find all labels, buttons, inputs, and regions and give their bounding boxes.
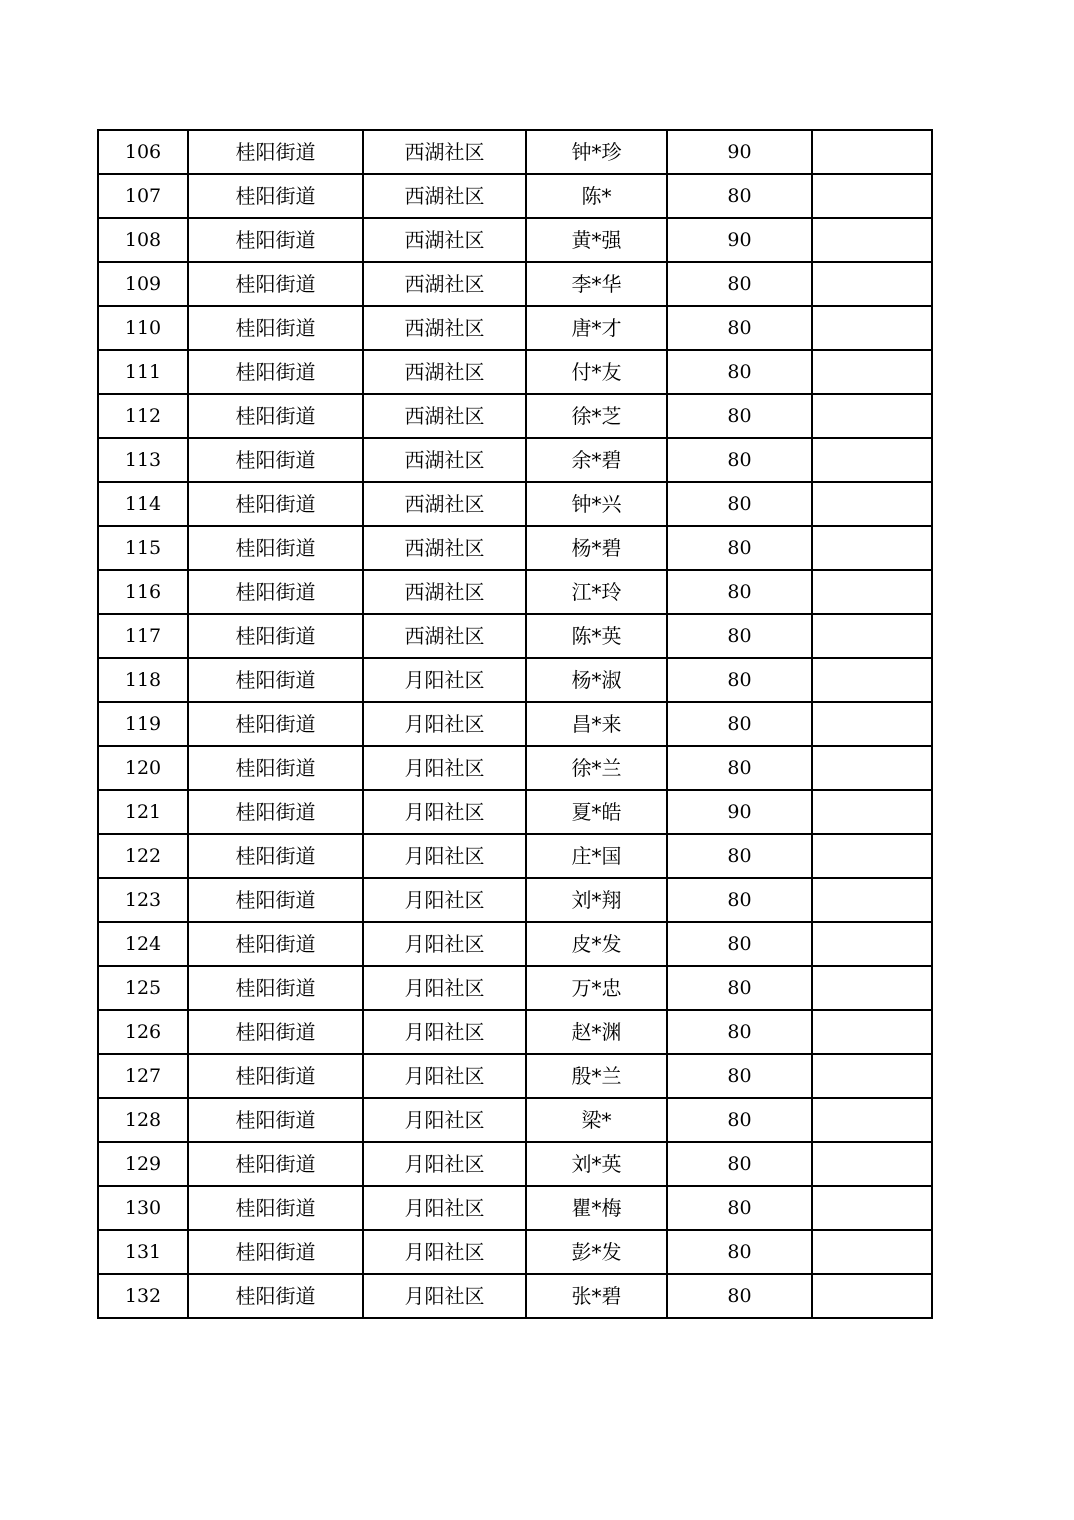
score-cell: 80 [667,438,812,482]
table-row [98,702,932,746]
score-cell: 80 [667,394,812,438]
street-cell: 桂阳街道 [188,570,363,614]
street-cell: 桂阳街道 [188,438,363,482]
table-row [98,1230,932,1274]
row-number-cell: 131 [98,1230,188,1274]
score-cell: 80 [667,1274,812,1318]
remark-cell [812,614,932,658]
remark-cell [812,702,932,746]
remark-cell [812,526,932,570]
score-cell: 80 [667,834,812,878]
person-name-cell: 赵*渊 [526,1010,667,1054]
row-number-cell: 119 [98,702,188,746]
community-cell: 西湖社区 [363,218,526,262]
table-row [98,526,932,570]
community-cell: 西湖社区 [363,570,526,614]
row-number-cell: 110 [98,306,188,350]
person-name-cell: 陈* [526,174,667,218]
street-cell: 桂阳街道 [188,614,363,658]
table-row [98,1010,932,1054]
score-cell: 80 [667,746,812,790]
score-cell: 90 [667,218,812,262]
street-cell: 桂阳街道 [188,1010,363,1054]
person-name-cell: 庄*国 [526,834,667,878]
community-cell: 月阳社区 [363,790,526,834]
remark-cell [812,834,932,878]
row-number-cell: 129 [98,1142,188,1186]
score-cell: 80 [667,966,812,1010]
person-name-cell: 刘*英 [526,1142,667,1186]
row-number-cell: 109 [98,262,188,306]
street-cell: 桂阳街道 [188,1054,363,1098]
street-cell: 桂阳街道 [188,922,363,966]
person-name-cell: 杨*淑 [526,658,667,702]
remark-cell [812,1142,932,1186]
person-name-cell: 徐*芝 [526,394,667,438]
street-cell: 桂阳街道 [188,218,363,262]
score-cell: 80 [667,350,812,394]
street-cell: 桂阳街道 [188,350,363,394]
person-name-cell: 杨*碧 [526,526,667,570]
table-row [98,658,932,702]
person-name-cell: 梁* [526,1098,667,1142]
street-cell: 桂阳街道 [188,702,363,746]
community-cell: 月阳社区 [363,702,526,746]
score-cell: 80 [667,1098,812,1142]
person-name-cell: 彭*发 [526,1230,667,1274]
community-cell: 西湖社区 [363,614,526,658]
remark-cell [812,1054,932,1098]
street-cell: 桂阳街道 [188,306,363,350]
row-number-cell: 123 [98,878,188,922]
community-cell: 西湖社区 [363,482,526,526]
score-cell: 80 [667,306,812,350]
person-name-cell: 皮*发 [526,922,667,966]
remark-cell [812,438,932,482]
street-cell: 桂阳街道 [188,262,363,306]
score-cell: 80 [667,174,812,218]
score-cell: 80 [667,658,812,702]
person-name-cell: 钟*珍 [526,130,667,174]
row-number-cell: 130 [98,1186,188,1230]
person-name-cell: 张*碧 [526,1274,667,1318]
remark-cell [812,570,932,614]
person-name-cell: 唐*才 [526,306,667,350]
street-cell: 桂阳街道 [188,174,363,218]
street-cell: 桂阳街道 [188,482,363,526]
row-number-cell: 108 [98,218,188,262]
remark-cell [812,350,932,394]
table-row [98,746,932,790]
person-name-cell: 徐*兰 [526,746,667,790]
remark-cell [812,966,932,1010]
row-number-cell: 126 [98,1010,188,1054]
street-cell: 桂阳街道 [188,658,363,702]
community-cell: 月阳社区 [363,1142,526,1186]
community-cell: 月阳社区 [363,1186,526,1230]
street-cell: 桂阳街道 [188,1274,363,1318]
street-cell: 桂阳街道 [188,1230,363,1274]
street-cell: 桂阳街道 [188,790,363,834]
score-cell: 80 [667,482,812,526]
table-row [98,482,932,526]
table-row [98,570,932,614]
community-cell: 西湖社区 [363,438,526,482]
table-row [98,922,932,966]
person-name-cell: 瞿*梅 [526,1186,667,1230]
remark-cell [812,1186,932,1230]
remark-cell [812,790,932,834]
person-name-cell: 李*华 [526,262,667,306]
remark-cell [812,1274,932,1318]
table-row [98,262,932,306]
street-cell: 桂阳街道 [188,526,363,570]
person-name-cell: 余*碧 [526,438,667,482]
street-cell: 桂阳街道 [188,834,363,878]
score-cell: 80 [667,614,812,658]
remark-cell [812,394,932,438]
row-number-cell: 127 [98,1054,188,1098]
street-cell: 桂阳街道 [188,394,363,438]
remark-cell [812,658,932,702]
table-row [98,966,932,1010]
score-cell: 80 [667,878,812,922]
row-number-cell: 114 [98,482,188,526]
person-name-cell: 付*友 [526,350,667,394]
table-row [98,438,932,482]
street-cell: 桂阳街道 [188,878,363,922]
score-cell: 90 [667,790,812,834]
person-name-cell: 刘*翔 [526,878,667,922]
person-name-cell: 江*玲 [526,570,667,614]
community-cell: 西湖社区 [363,130,526,174]
score-cell: 80 [667,570,812,614]
street-cell: 桂阳街道 [188,966,363,1010]
remark-cell [812,130,932,174]
remark-cell [812,174,932,218]
remark-cell [812,262,932,306]
score-cell: 80 [667,1054,812,1098]
remark-cell [812,306,932,350]
community-cell: 月阳社区 [363,658,526,702]
table-row [98,1186,932,1230]
table-row [98,1054,932,1098]
community-cell: 西湖社区 [363,526,526,570]
row-number-cell: 106 [98,130,188,174]
community-cell: 月阳社区 [363,1230,526,1274]
table-row [98,350,932,394]
score-cell: 80 [667,922,812,966]
community-cell: 月阳社区 [363,878,526,922]
remark-cell [812,482,932,526]
row-number-cell: 122 [98,834,188,878]
score-cell: 80 [667,1186,812,1230]
table-row [98,1142,932,1186]
row-number-cell: 124 [98,922,188,966]
table-row [98,834,932,878]
row-number-cell: 125 [98,966,188,1010]
remark-cell [812,218,932,262]
community-cell: 月阳社区 [363,1054,526,1098]
row-number-cell: 111 [98,350,188,394]
community-cell: 西湖社区 [363,306,526,350]
row-number-cell: 128 [98,1098,188,1142]
community-cell: 月阳社区 [363,1098,526,1142]
person-name-cell: 陈*英 [526,614,667,658]
table-row [98,130,932,174]
score-cell: 80 [667,1142,812,1186]
community-cell: 西湖社区 [363,350,526,394]
table-row [98,878,932,922]
remark-cell [812,1098,932,1142]
table-body [98,130,932,1318]
person-name-cell: 夏*皓 [526,790,667,834]
community-cell: 西湖社区 [363,174,526,218]
table-row [98,174,932,218]
community-cell: 月阳社区 [363,1274,526,1318]
person-name-cell: 殷*兰 [526,1054,667,1098]
person-name-cell: 钟*兴 [526,482,667,526]
score-cell: 90 [667,130,812,174]
street-cell: 桂阳街道 [188,1186,363,1230]
row-number-cell: 107 [98,174,188,218]
row-number-cell: 117 [98,614,188,658]
person-name-cell: 黄*强 [526,218,667,262]
table-row [98,394,932,438]
score-cell: 80 [667,262,812,306]
row-number-cell: 132 [98,1274,188,1318]
person-name-cell: 万*忠 [526,966,667,1010]
street-cell: 桂阳街道 [188,1098,363,1142]
street-cell: 桂阳街道 [188,746,363,790]
row-number-cell: 115 [98,526,188,570]
street-cell: 桂阳街道 [188,1142,363,1186]
table-row [98,790,932,834]
community-cell: 月阳社区 [363,834,526,878]
community-cell: 西湖社区 [363,262,526,306]
remark-cell [812,1230,932,1274]
table-row [98,1098,932,1142]
table-row [98,614,932,658]
row-number-cell: 121 [98,790,188,834]
row-number-cell: 113 [98,438,188,482]
remark-cell [812,922,932,966]
row-number-cell: 112 [98,394,188,438]
row-number-cell: 118 [98,658,188,702]
score-cell: 80 [667,1230,812,1274]
remark-cell [812,878,932,922]
remark-cell [812,1010,932,1054]
street-cell: 桂阳街道 [188,130,363,174]
data-table [97,129,933,1319]
table-row [98,306,932,350]
row-number-cell: 120 [98,746,188,790]
table-row [98,218,932,262]
person-name-cell: 昌*来 [526,702,667,746]
community-cell: 月阳社区 [363,922,526,966]
score-cell: 80 [667,702,812,746]
community-cell: 月阳社区 [363,966,526,1010]
row-number-cell: 116 [98,570,188,614]
remark-cell [812,746,932,790]
community-cell: 月阳社区 [363,1010,526,1054]
community-cell: 西湖社区 [363,394,526,438]
score-cell: 80 [667,526,812,570]
score-cell: 80 [667,1010,812,1054]
table-row [98,1274,932,1318]
community-cell: 月阳社区 [363,746,526,790]
